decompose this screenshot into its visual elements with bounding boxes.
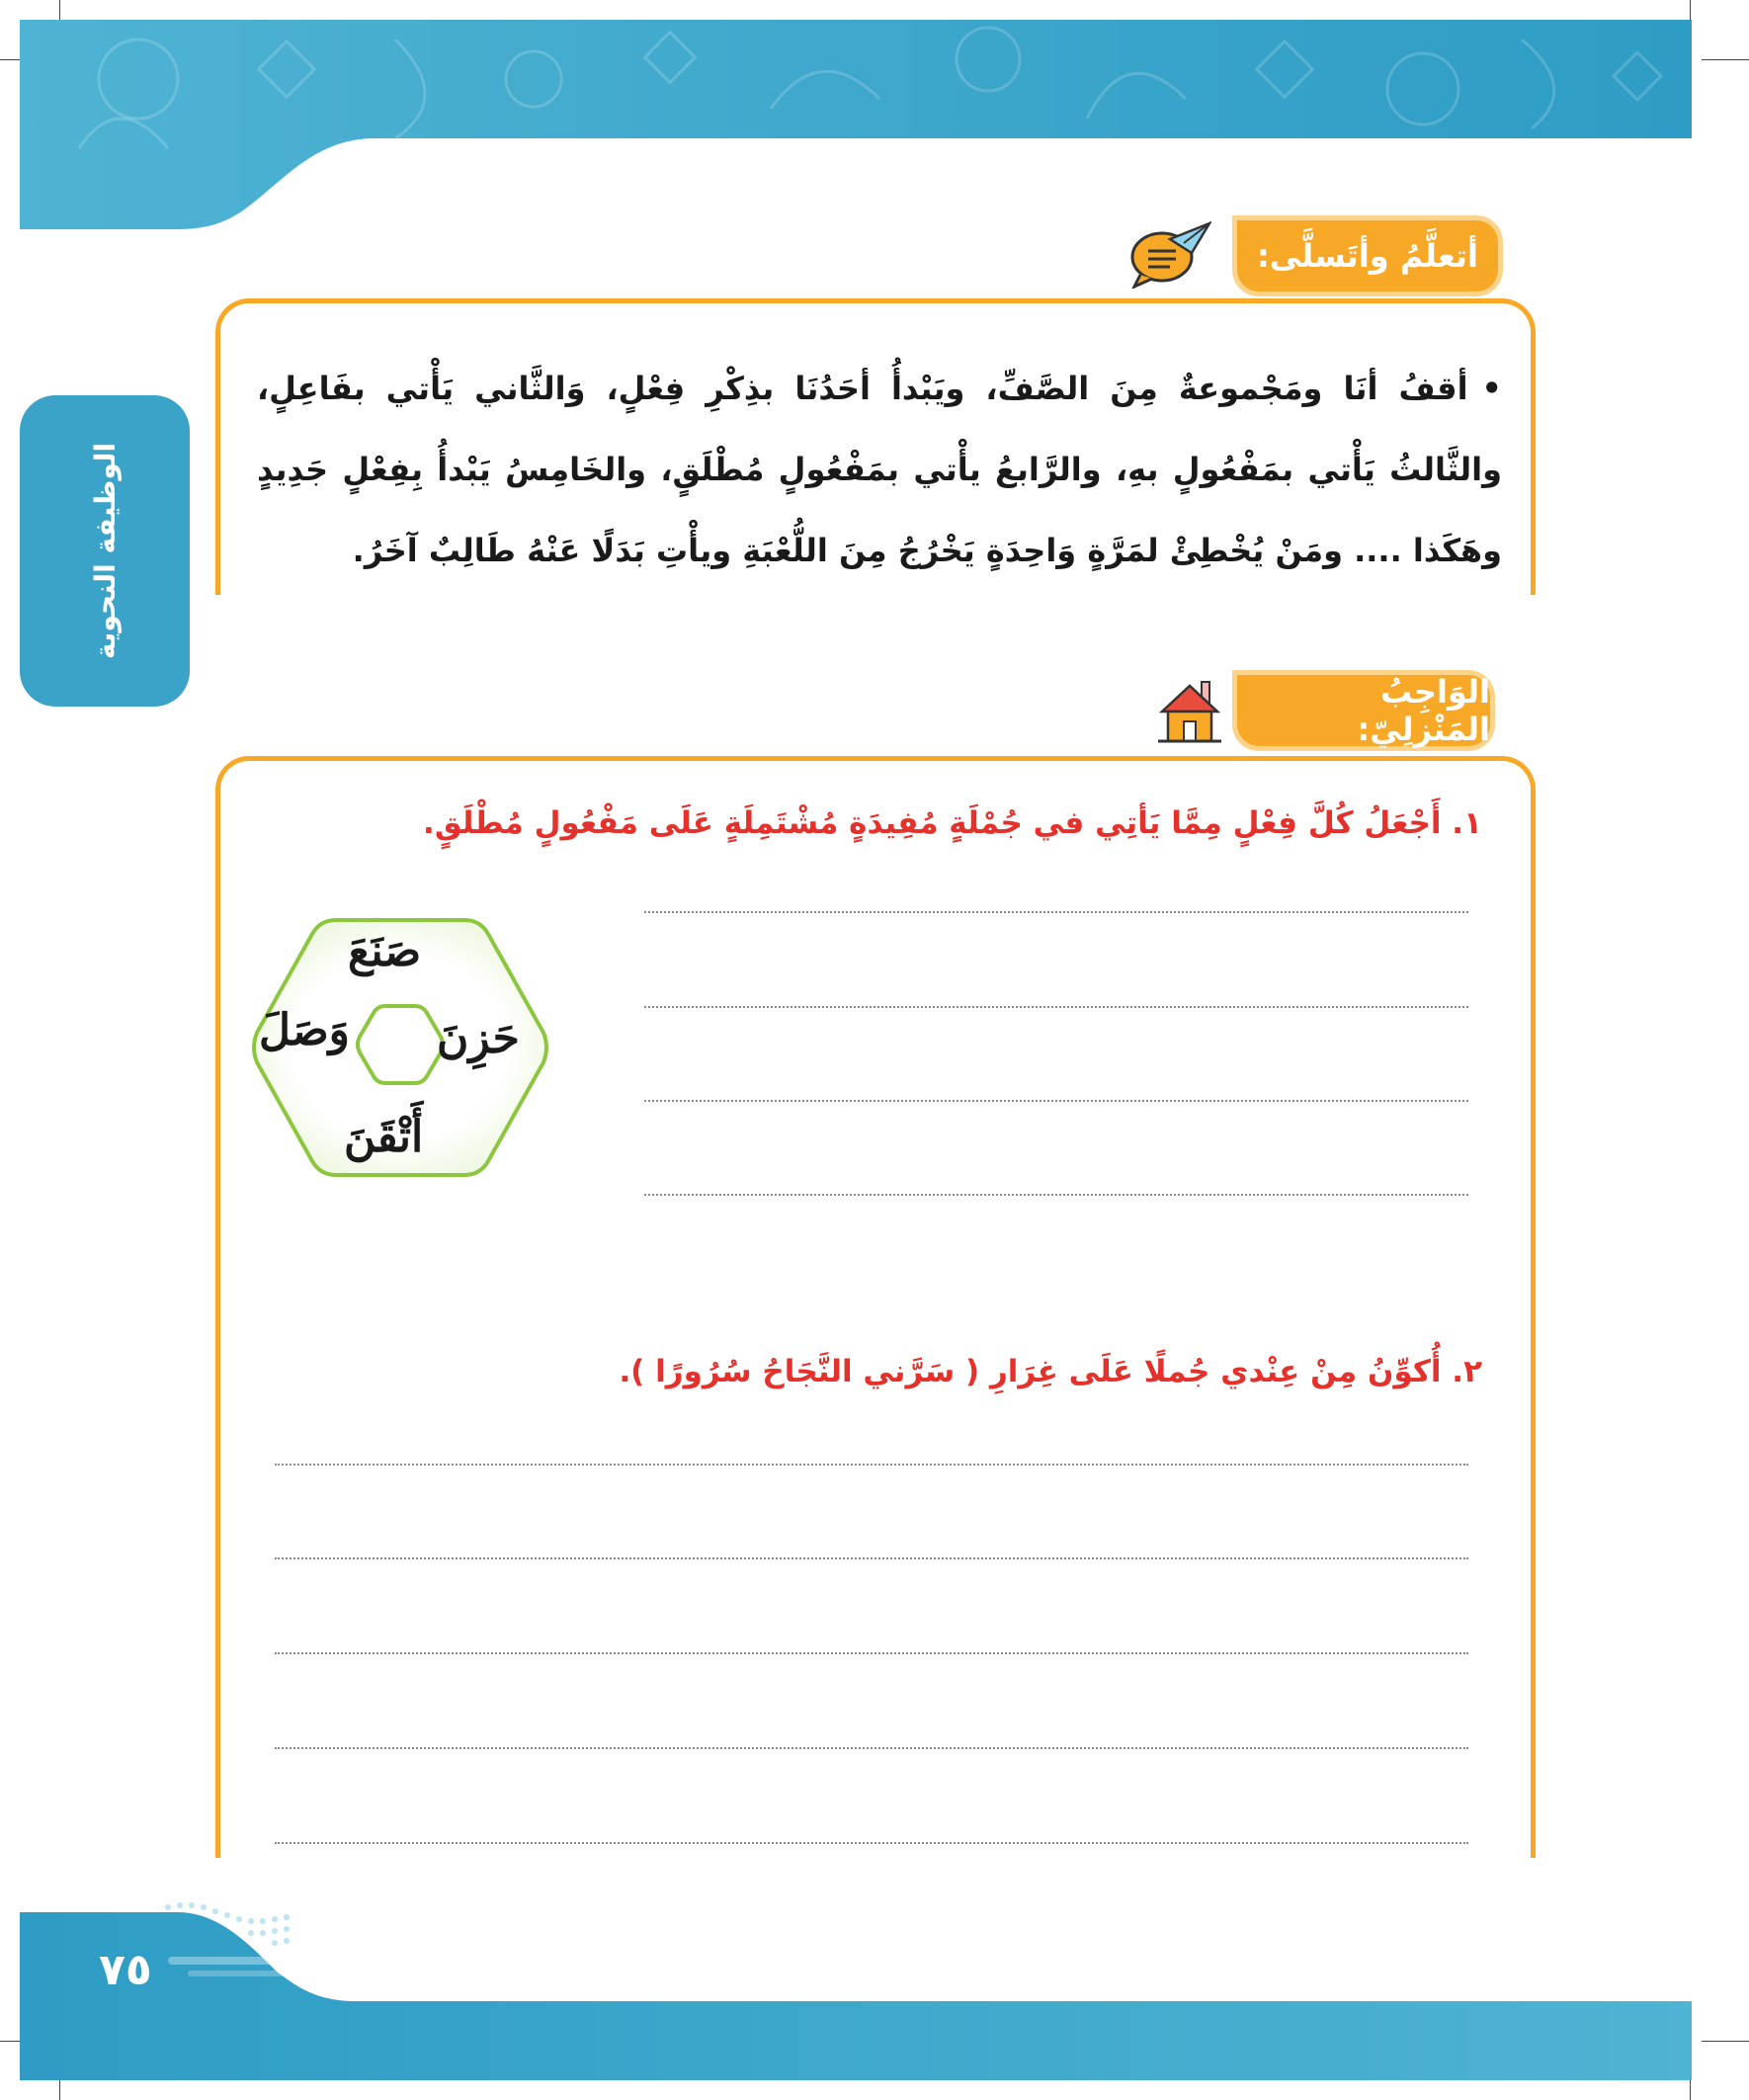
learn-section-title: أتعلَّمُ وأتَسلَّى: bbox=[1237, 220, 1498, 292]
crop-mark bbox=[1702, 2041, 1749, 2042]
answer-line[interactable] bbox=[644, 1006, 1468, 1008]
answer-line[interactable] bbox=[275, 1464, 1468, 1466]
answer-line[interactable] bbox=[644, 1100, 1468, 1102]
verb-bottom: أَتْقَنَ bbox=[344, 1112, 424, 1162]
verb-top: صَنَعَ bbox=[348, 926, 422, 976]
page-number: ٧٥ bbox=[99, 1945, 152, 1995]
house-icon bbox=[1158, 676, 1221, 749]
crop-mark bbox=[1702, 59, 1749, 60]
chapter-side-tab bbox=[20, 395, 190, 707]
verb-right: حَزِنَ bbox=[437, 1013, 520, 1063]
answer-line[interactable] bbox=[644, 1194, 1468, 1196]
side-tab-label: الوظيفة النحوية bbox=[88, 442, 122, 660]
answer-line[interactable] bbox=[644, 911, 1468, 913]
verb-left: وَصَلَ bbox=[259, 1005, 350, 1055]
answer-line[interactable] bbox=[275, 1747, 1468, 1749]
ministry-of-education-logo bbox=[148, 1897, 326, 2000]
paper-plane-chat-icon bbox=[1126, 219, 1211, 293]
verbs-hexagon bbox=[247, 914, 553, 1181]
answer-line[interactable] bbox=[275, 1842, 1468, 1844]
homework-section-title: الوَاجِبُ المَنْزلِيّ: bbox=[1237, 675, 1490, 746]
answer-line[interactable] bbox=[275, 1557, 1468, 1559]
homework-question-1: ١. أَجْعَلُ كُلَّ فِعْلٍ مِمَّا يَأتِي في جُمْلَةٍ مُفِيدَةٍ مُشْتَمِلَةٍ عَلَى مَفْعُولٍ مُطْلَقٍ. bbox=[423, 805, 1482, 841]
header-pattern bbox=[20, 20, 1692, 229]
learn-activity-body: أقفُ أنَا ومَجْموعةٌ مِنَ الصَّفِّ، ويَبْدأُ أحَدُنَا بذِكْرِ فِعْلٍ، وَالثَّاني يَأْتي بفَاعِلٍ، والثَّالثُ يَأْتي بمَفْعُولٍ بهِ، والرَّابعُ يأْتي بمَفْعُولٍ مُطْلَقٍ، والخَامِسُ يَبْدأُ بِفِعْلٍ جَدِيدٍ وهَكَذا .... ومَنْ يُخْطِئْ لمَرَّةٍ وَاحِدَةٍ يَخْرُجُ مِنَ اللُّعْبَةِ ويأْتِ بَدَلًا عَنْهُ طَالِبٌ آخَرُ. bbox=[257, 370, 1502, 569]
bullet-point: • bbox=[1481, 370, 1502, 407]
learn-activity-text bbox=[257, 348, 1502, 591]
header-band bbox=[20, 20, 1692, 229]
answer-line[interactable] bbox=[275, 1652, 1468, 1654]
homework-question-2: ٢. أُكوِّنُ مِنْ عِنْدي جُملًا عَلَى غِرَارِ ( سَرَّني النَّجَاحُ سُرُورًا ). bbox=[619, 1354, 1482, 1389]
